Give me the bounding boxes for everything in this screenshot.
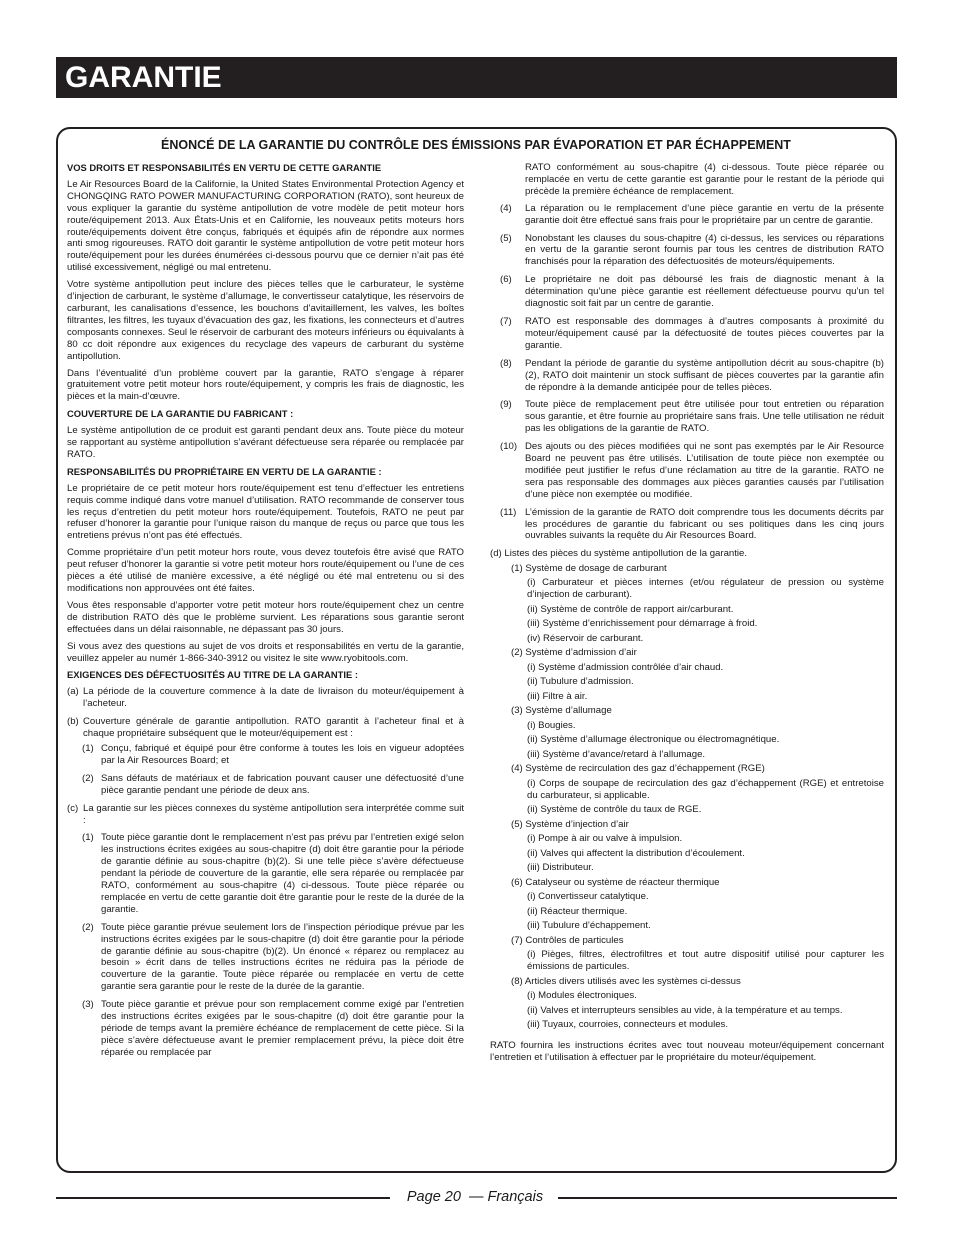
- paragraph: Dans l’éventualité d’un problème couvert par la garantie, RATO s’engage à réparer gratuitement votre petit moteur hors route/équipement, y compris les frais de diagnostic, les pièces et la main-d’œuvre.: [67, 367, 464, 403]
- parts-item: (i) Pompe à air ou valve à impulsion.: [527, 833, 683, 845]
- parts-item: (i) Convertisseur catalytique.: [527, 891, 649, 903]
- page-title: GARANTIE: [56, 57, 897, 98]
- parts-item: (i) Pièges, filtres, électrofiltres et tout autre dispositif utilisé pour capturer les émissions de particules.: [527, 949, 884, 973]
- parts-item: (ii) Tubulure d’admission.: [527, 676, 634, 688]
- parts-group-title: (3) Système d’allumage: [511, 705, 612, 717]
- parts-group-title: (7) Contrôles de particules: [511, 934, 624, 946]
- list-marker: (10): [500, 441, 518, 453]
- list-text: Conçu, fabriqué et équipé pour être conforme à toutes les lois en vigueur adoptées par la Air Resources Board; et: [101, 742, 464, 766]
- paragraph: Comme propriétaire d’un petit moteur hors route, vous devez toutefois être avisé que RATO peut refuser d’honorer la garantie si votre petit moteur hors route/équipement ou l’une de ces pièces a été utilisé de manière excessive, a été négligé ou été mal entretenu ou si des modifications non approuvées ont été faites.: [67, 547, 464, 594]
- parts-item: (ii) Valves et interrupteurs sensibles au vide, à la température et au temps.: [527, 1004, 843, 1016]
- parts-item: (iii) Système d’enrichissement pour démarrage à froid.: [527, 618, 758, 630]
- list-item: [490, 399, 884, 435]
- list-item: [490, 316, 884, 352]
- parts-item: (ii) Système d’allumage électronique ou électromagnétique.: [527, 734, 780, 746]
- list-marker: (a): [67, 686, 79, 698]
- footer-rule-left: [56, 1197, 390, 1199]
- list-text: Des ajouts ou des pièces modifiées qui ne sont pas exemptés par le Air Resource Board ne peuvent pas être utilisés. L’utilisation de toute pièce non exemptée ou modifiée peut justifier le refus d’une réclamation au titre de la garantie. RATO ne sera pas responsable des dommages aux pièces garanties causés par l’utilisation d’une pièce non exemptée ou modifiée.: [525, 441, 884, 500]
- list-item: [67, 686, 464, 710]
- list-marker: (8): [500, 357, 512, 369]
- parts-item: (iii) Système d’avance/retard à l’allumage.: [527, 748, 706, 760]
- list-text: La réparation ou le remplacement d’une pièce garantie en vertu de la présente garantie doit être effectué sans frais pour le propriétaire par un centre de garantie.: [525, 202, 884, 226]
- heading-defect-requirements: EXIGENCES DES DÉFECTUOSITÉS AU TITRE DE LA GARANTIE :: [67, 669, 358, 681]
- closing-paragraph: RATO fournira les instructions écrites avec tout nouveau moteur/équipement concernant l’entretien et l’utilisation à effectuer par le propriétaire du moteur/équipement.: [490, 1040, 884, 1063]
- parts-item: (iii) Filtre à air.: [527, 690, 588, 702]
- section-heading: ÉNONCÉ DE LA GARANTIE DU CONTRÔLE DES ÉMISSIONS PAR ÉVAPORATION ET PAR ÉCHAPPEMENT: [161, 138, 791, 152]
- list-text: Sans défauts de matériaux et de fabrication pouvant causer une défectuosité d’une pièce garantie pendant une période de deux ans.: [101, 772, 464, 796]
- parts-group-title: (6) Catalyseur ou système de réacteur thermique: [511, 876, 720, 888]
- paragraph: Vous êtes responsable d’apporter votre petit moteur hors route/équipement chez un centre de distribution RATO dès que le problème survient. Les réparations sous garantie seront effectuées dans un délai raisonnable, ne dépassant pas 30 jours.: [67, 599, 464, 635]
- list-item: [67, 716, 464, 740]
- list-item: [490, 203, 884, 227]
- list-marker: (9): [500, 399, 512, 411]
- heading-coverage: COUVERTURE DE LA GARANTIE DU FABRICANT :: [67, 408, 294, 420]
- list-item: [82, 743, 464, 767]
- parts-item: (ii) Valves qui affectent la distribution d’écoulement.: [527, 847, 745, 859]
- list-item: [490, 358, 884, 394]
- parts-item: (i) Carburateur et pièces internes (et/ou régulateur de pression ou système d’injection de carburant).: [527, 577, 884, 601]
- list-item: [67, 803, 464, 827]
- list-item: [82, 999, 464, 1059]
- parts-item: (iv) Réservoir de carburant.: [527, 632, 644, 644]
- parts-item: (iii) Distributeur.: [527, 862, 594, 874]
- parts-group-title: (8) Articles divers utilisés avec les systèmes ci-dessus: [511, 975, 741, 987]
- list-marker: (1): [82, 832, 94, 844]
- parts-item: (iii) Tubulure d’échappement.: [527, 920, 651, 932]
- parts-item: (i) Système d’admission contrôlée d’air chaud.: [527, 661, 724, 673]
- list-marker: (7): [500, 315, 512, 327]
- left-column: [67, 162, 464, 1065]
- list-item: [82, 832, 464, 915]
- parts-item: (i) Bougies.: [527, 719, 576, 731]
- list-text: Nonobstant les clauses du sous-chapitre (4) ci-dessus, les services ou réparations en vertu de la garantie seront fournis par tous les centres de distribution RATO franchisés pour la réparation des défectuosités de moteurs/équipements.: [525, 232, 884, 268]
- parts-item: (ii) Système de contrôle du taux de RGE.: [527, 804, 702, 816]
- list-item: [82, 922, 464, 993]
- parts-item: (iii) Tuyaux, courroies, connecteurs et modules.: [527, 1019, 729, 1031]
- list-text: Toute pièce garantie dont le remplacement n’est pas prévu par l’entretien exigé selon les instructions écrites exigées au sous-chapitre (d) doit être garantie pour la période de garantie définie au sous-chapitre (b)(2). Si une telle pièce s’avère défectueuse pendant la période de couverture de la garantie, elle sera réparée ou remplacée par RATO, conformément au sous-chapitre (4) ci-dessous. Toute pièce réparée ou remplacée en vertu de cette garantie doit être garantie pour le reste de la durée de la garantie.: [101, 832, 464, 915]
- footer-rule-right: [558, 1197, 897, 1199]
- parts-item: (i) Corps de soupape de recirculation des gaz d’échappement (RGE) et entretoise du carburateur, si applicable.: [527, 777, 884, 801]
- list-marker: (b): [67, 716, 79, 728]
- list-marker: (4): [500, 202, 512, 214]
- list-marker: (2): [82, 772, 94, 784]
- paragraph: Le propriétaire de ce petit moteur hors route/équipement est tenu d’effectuer les entretiens requis comme indiqué dans votre manuel d’utilisation. RATO recommande de conserver tous les reçus d’entretien du petit moteur hors route/équipement. Toutefois, RATO ne peut par refuser d’honorer la garantie pour l’unique raison du manque de reçus ou parce que tous les entretiens prévus n’ont pas été effectués.: [67, 482, 464, 542]
- parts-group-title: (2) Système d’admission d’air: [511, 647, 637, 659]
- list-marker: (3): [82, 999, 94, 1011]
- list-text: L’émission de la garantie de RATO doit comprendre tous les documents décrits par les procédures de garantie du fabricant ou ses politiques dans les cinq jours ouvrables suivants la requête du Air Resources Board.: [525, 506, 884, 542]
- list-text: La garantie sur les pièces connexes du système antipollution sera interprétée comme suit :: [83, 802, 464, 826]
- list-text: La période de la couverture commence à la date de livraison du moteur/équipement à l’acheteur.: [83, 686, 464, 710]
- list-text: Toute pièce de remplacement peut être utilisée pour tout entretien ou réparation sous garantie, et être fournie au propriétaire sans frais. Une telle utilisation ne réduit pas les obligations de la garantie de RATO.: [525, 399, 884, 435]
- list-text: Le propriétaire ne doit pas déboursé les frais de diagnostic menant à la détermination qu’une pièce garantie est réellement défectueuse pourvu qu’un tel diagnostic soit fait par un centre de garantie.: [525, 274, 884, 310]
- paragraph: Le Air Resources Board de la Californie, la United States Environmental Protection Agency et CHONGQING RATO POWER MANUFACTURING CORPORATION (RATO), sont heureux de vous expliquer la garantie du système antipollution de votre modèle de petit moteur hors route/équipement 2013. Aux États-Unis et en Californie, les nouveaux petits moteurs hors route/équipements doivent être conçus, fabriqués et équipés afin de répondre aux normes anti smog rigoureuses. RATO doit garantir le système antipollution de votre petit moteur hors route/équipement pour les durées énumérées ci-dessous pourvu que ce dernier n’ait pas été utilisé excessivement, négligé ou mal entretenu.: [67, 178, 464, 274]
- list-item: [490, 507, 884, 543]
- list-text: RATO est responsable des dommages à d’autres composants à proximité du moteur/équipement causé par la défectuosité de toutes pièces couvertes par la garantie.: [525, 315, 884, 351]
- list-text: Toute pièce garantie prévue seulement lors de l’inspection périodique prévue par les instructions écrites exigées par le sous-chapitre (d) doit être garantie pour la période de garantie définie au sous-chapitre (b)(2). Un énoncé « réparez ou remplacez au besoin » écrit dans de telles instructions écrites ne réduira pas la période de couverture de la garantie. Toute pièce réparée ou remplacée en vertu de cette garantie sera garantie pour le reste de la durée de la garantie.: [101, 921, 464, 993]
- parts-list-title: (d) Listes des pièces du système antipollution de la garantie.: [490, 548, 748, 560]
- page-footer: Page 20 — Français: [406, 1189, 544, 1205]
- list-marker: (1): [82, 742, 94, 754]
- list-item: [82, 773, 464, 797]
- heading-owner-responsibilities: RESPONSABILITÉS DU PROPRIÉTAIRE EN VERTU DE LA GARANTIE :: [67, 465, 382, 477]
- list-item: [490, 274, 884, 310]
- list-text: Pendant la période de garantie du système antipollution décrit au sous-chapitre (b)(2), RATO doit maintenir un stock suffisant de pièces couvertes par la garantie afin de répondre à la demande anticipée pour de telles pièces.: [525, 357, 884, 393]
- heading-rights: VOS DROITS ET RESPONSABILITÉS EN VERTU DE CETTE GARANTIE: [67, 162, 382, 173]
- paragraph: Votre système antipollution peut inclure des pièces telles que le carburateur, le système d’injection de carburant, le système d’allumage, le convertisseur catalytique, les réservoirs de carburant, les canalisations d’essence, les bouchons d’avitaillement, les valves, les boîtes filtrantes, les filtres, les tuyaux d’évacuation des gaz, les fixations, les connecteurs et d’autres composants connexes. Seul le réservoir de carburant des moteurs inférieurs ou équivalants à 80 cc doit répondre aux exigences du recyclage des vapeurs de carburant du système antipollution.: [67, 279, 464, 362]
- list-marker: (c): [67, 802, 79, 814]
- list-text: Couverture générale de garantie antipollution. RATO garantit à l’acheteur final et à chaque propriétaire subséquent que le moteur/équipement est :: [83, 716, 464, 740]
- list-item: [490, 233, 884, 269]
- list-marker: (2): [82, 921, 94, 933]
- list-continuation: RATO conformément au sous-chapitre (4) ci-dessous. Toute pièce réparée ou remplacée en vertu de cette garantie est garantie pour le restant de la période qui précède la première échéance de remplacement.: [525, 162, 884, 197]
- list-marker: (5): [500, 232, 512, 244]
- parts-group-title: (1) Système de dosage de carburant: [511, 562, 667, 574]
- list-text: Toute pièce garantie et prévue pour son remplacement comme exigé par l’entretien des instructions écrites exigées par le sous-chapitre (d) doit être garantie pour la période de temps avant la première échéance de remplacement de cette pièce. Si la pièce s’avère défectueuse avant le premier remplacement prévu, la pièce doit être réparée ou remplacée par: [101, 999, 464, 1058]
- list-item: [490, 441, 884, 501]
- paragraph: Si vous avez des questions au sujet de vos droits et responsabilités en vertu de la garantie, veuillez appeler au numér 1-866-340-3912 ou visitez le site www.ryobitools.com.: [67, 640, 464, 664]
- list-marker: (11): [500, 506, 517, 518]
- parts-item: (ii) Système de contrôle de rapport air/carburant.: [527, 603, 734, 615]
- right-column: [490, 162, 884, 1069]
- parts-group-title: (5) Système d’injection d’air: [511, 818, 629, 830]
- parts-item: (ii) Réacteur thermique.: [527, 905, 628, 917]
- parts-list: [490, 548, 884, 1031]
- list-marker: (6): [500, 274, 512, 286]
- parts-group-title: (4) Système de recirculation des gaz d’échappement (RGE): [511, 763, 765, 775]
- paragraph: Le système antipollution de ce produit est garanti pendant deux ans. Toute pièce du moteur se rapportant au système antipollution s’avérant défectueuse sera réparée ou remplacée par RATO.: [67, 425, 464, 460]
- parts-item: (i) Modules électroniques.: [527, 990, 637, 1002]
